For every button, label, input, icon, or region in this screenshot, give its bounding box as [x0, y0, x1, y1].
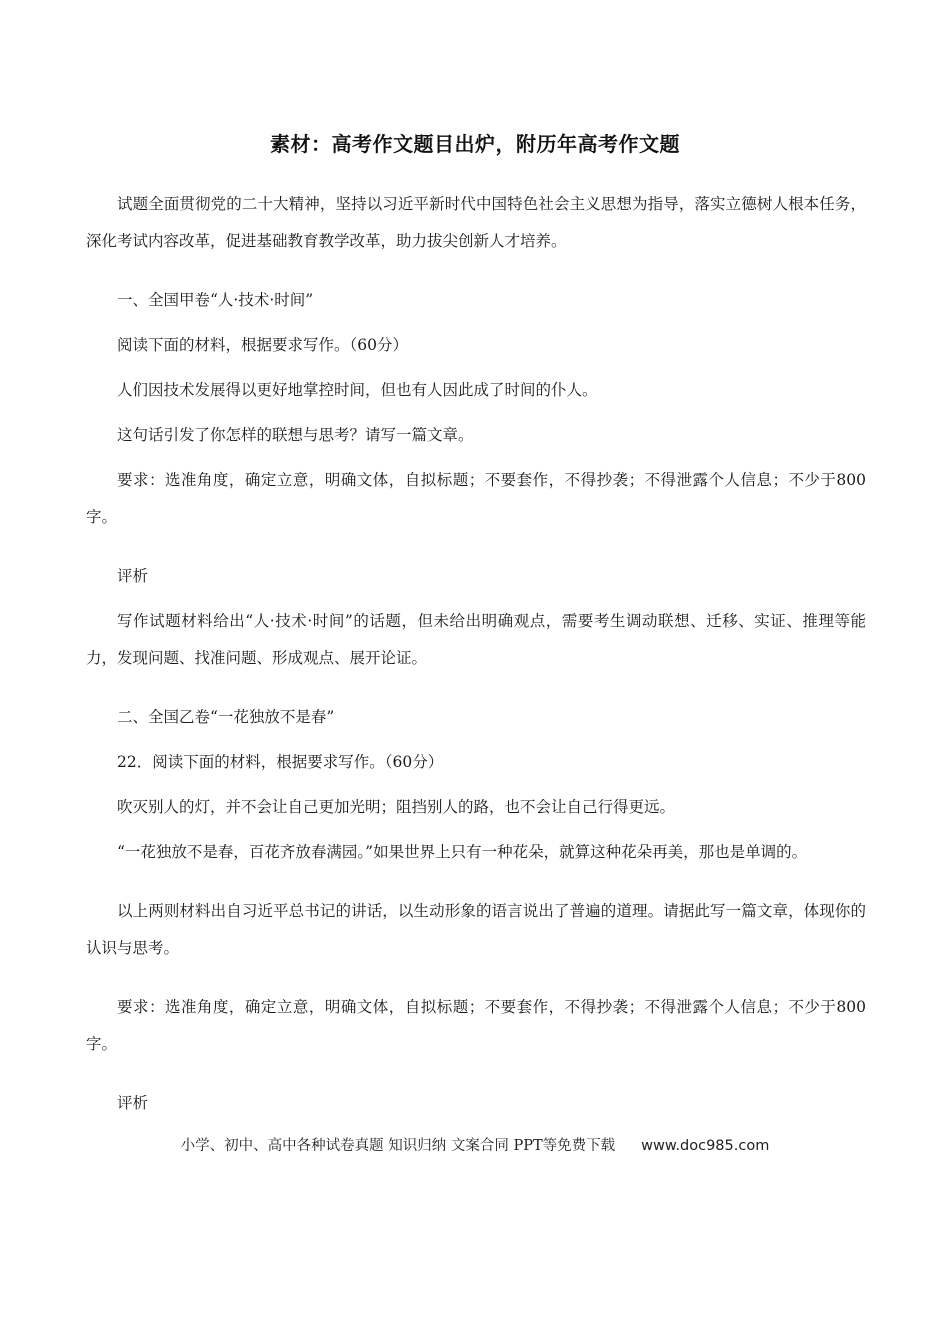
paragraph-material-source: 以上两则材料出自习近平总书记的讲话，以生动形象的语言说出了普遍的道理。请据此写一篇文章，体现你的认识与思考。: [86, 902, 866, 957]
paragraph-requirements: 要求：选准角度，确定立意，明确文体，自拟标题；不要套作，不得抄袭；不得泄露个人信息；不少于800字。: [86, 471, 866, 526]
paragraph-material-1: 吹灭别人的灯，并不会让自己更加光明；阻挡别人的路，也不会让自己行得更远。: [117, 798, 676, 816]
paragraph-intro: 试题全面贯彻党的二十大精神，坚持以习近平新时代中国特色社会主义思想为指导，落实立德树人根本任务，深化考试内容改革，促进基础教育教学改革，助力拔尖创新人才培养。: [86, 195, 866, 250]
document-title: 素材：高考作文题目出炉，附历年高考作文题: [270, 132, 680, 156]
paragraph-instruction-22: 22．阅读下面的材料，根据要求写作。（60分）: [117, 753, 444, 771]
paragraph-instruction: 阅读下面的材料，根据要求写作。（60分）: [117, 336, 408, 354]
section-heading-jia: 一、全国甲卷“人·技术·时间”: [117, 291, 314, 309]
paragraph-requirements-2: 要求：选准角度，确定立意，明确文体，自拟标题；不要套作，不得抄袭；不得泄露个人信息；不少于800字。: [86, 998, 866, 1053]
paragraph-question: 这句话引发了你怎样的联想与思考？请写一篇文章。: [117, 426, 474, 444]
paragraph-commentary-label-2: 评析: [117, 1094, 149, 1112]
footer-url[interactable]: www.doc985.com: [641, 1138, 770, 1154]
section-heading-yi: 二、全国乙卷“一花独放不是春”: [117, 708, 335, 726]
paragraph-commentary: 写作试题材料给出“人·技术·时间”的话题，但未给出明确观点，需要考生调动联想、迁移、实证、推理等能力，发现问题、找准问题、形成观点、展开论证。: [86, 612, 866, 667]
page-footer: [0, 1134, 950, 1155]
paragraph-material-2: “一花独放不是春，百花齐放春满园。”如果世界上只有一种花朵，就算这种花朵再美，那也是单调的。: [117, 843, 808, 861]
footer-text: 小学、初中、高中各种试卷真题 知识归纳 文案合同 PPT等免费下载: [180, 1138, 616, 1154]
paragraph-material: 人们因技术发展得以更好地掌控时间，但也有人因此成了时间的仆人。: [117, 381, 598, 399]
document-body: [86, 186, 866, 1130]
paragraph-commentary-label: 评析: [117, 567, 149, 585]
